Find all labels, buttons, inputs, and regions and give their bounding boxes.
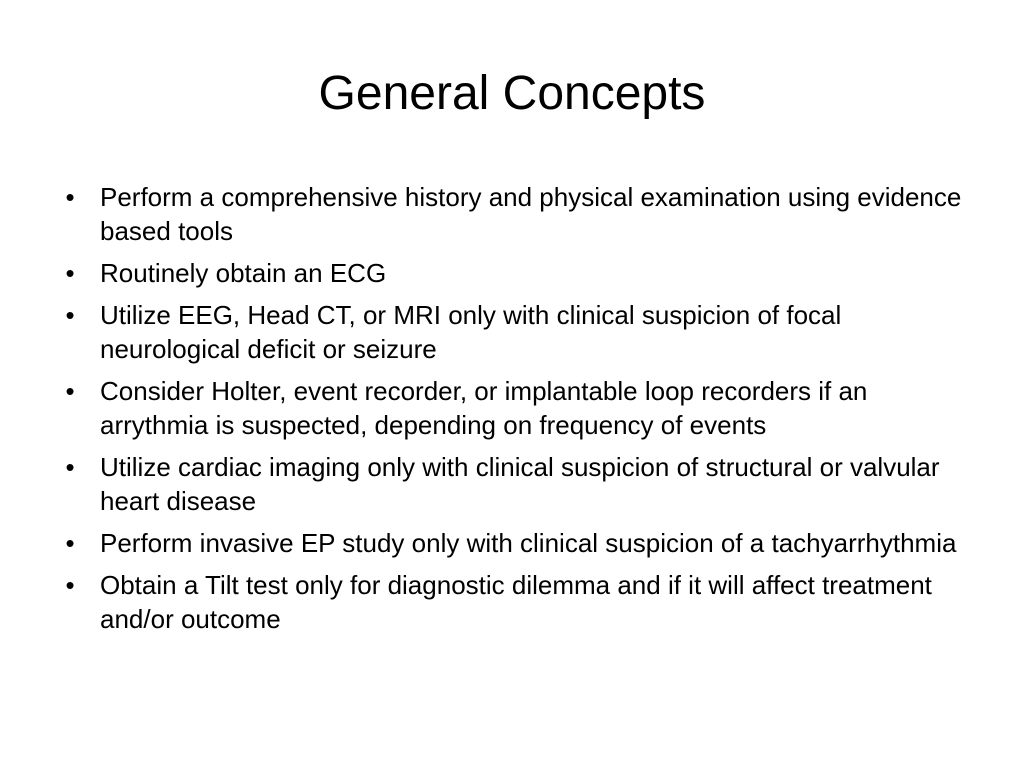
bullet-icon: • — [65, 258, 75, 288]
bullet-icon: • — [65, 570, 75, 600]
bullet-icon: • — [65, 182, 75, 212]
bullet-icon: • — [65, 376, 75, 406]
bullet-text: Utilize cardiac imaging only with clinical suspicion of structural or valvular heart disease — [100, 452, 940, 516]
bullet-text: Obtain a Tilt test only for diagnostic dilemma and if it will affect treatment and/or outcome — [100, 570, 932, 634]
bullet-item — [56, 526, 976, 560]
bullet-item — [56, 374, 976, 442]
bullet-item — [56, 568, 976, 636]
bullet-text: Utilize EEG, Head CT, or MRI only with clinical suspicion of focal neurological deficit or seizure — [100, 300, 842, 364]
bullet-text: Perform a comprehensive history and physical examination using evidence based tools — [100, 182, 962, 246]
bullet-text: Routinely obtain an ECG — [100, 258, 387, 288]
bullet-icon: • — [65, 528, 75, 558]
bullet-text: Perform invasive EP study only with clinical suspicion of a tachyarrhythmia — [100, 528, 957, 558]
bullet-item — [56, 256, 976, 290]
bullet-text: Consider Holter, event recorder, or implantable loop recorders if an arrythmia is suspected, depending on frequency of events — [100, 376, 868, 440]
bullet-item — [56, 450, 976, 518]
bullet-item — [56, 180, 976, 248]
bullet-icon: • — [65, 452, 75, 482]
slide-title: General Concepts — [318, 67, 706, 120]
bullet-item — [56, 298, 976, 366]
bullet-list — [56, 180, 976, 644]
bullet-icon: • — [65, 300, 75, 330]
